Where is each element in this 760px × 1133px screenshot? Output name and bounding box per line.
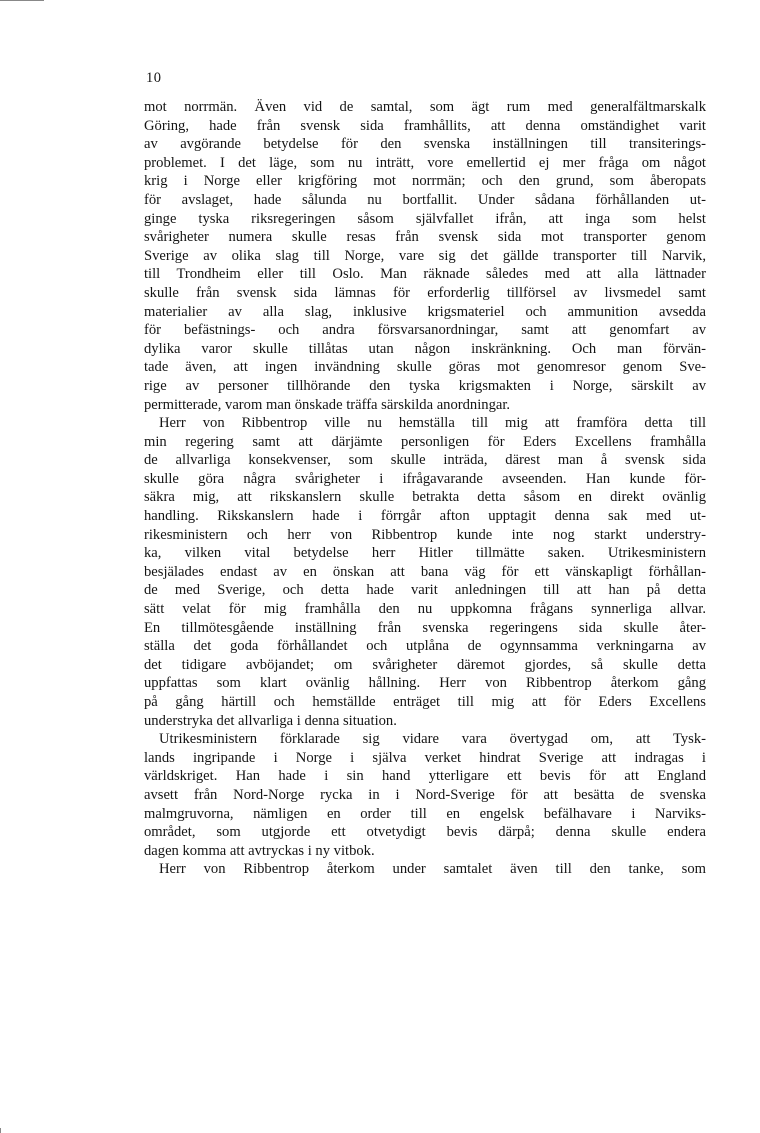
text-line: till Trondheim eller till Oslo. Man räknade således med att alla lättnader: [144, 266, 706, 283]
text-line: problemet. I det läge, som nu inträtt, vore emellertid ej mer fråga om något: [144, 154, 706, 171]
text-line: lands ingripande i Norge i själva verket hindrat Sverige att indragas i: [144, 749, 706, 766]
text-line: rikesministern och herr von Ribbentrop kunde inte nog starkt understry-: [144, 526, 706, 543]
text-line: En tillmötesgående inställning från svenska regeringens sida skulle åter-: [144, 619, 706, 636]
text-line: permitterade, varom man önskade träffa särskilda anordningar.: [144, 396, 511, 413]
text-line: ställa det goda förhållandet och utplåna de ogynnsamma verkningarna av: [144, 638, 706, 655]
text-line: svårigheter numera skulle resas från svensk sida mot transporter genom: [144, 229, 706, 246]
text-line: Herr von Ribbentrop återkom under samtalet även till den tanke, som: [159, 861, 706, 878]
text-line: uppfattas som klart ovänlig hållning. Herr von Ribbentrop återkom gång: [144, 675, 706, 692]
text-line: dylika varor skulle tillåtas utan någon inskränkning. Och man förvän-: [144, 340, 706, 357]
page-number: 10: [146, 70, 162, 86]
text-line: Utrikesministern förklarade sig vidare vara övertygad om, att Tysk-: [159, 731, 706, 748]
text-line: ka, vilken vital betydelse herr Hitler tillmätte saken. Utrikesministern: [144, 545, 706, 562]
text-line: de allvarliga konsekvenser, som skulle inträda, därest man å svensk sida: [144, 452, 706, 469]
text-line: besjälades endast av en önskan att bana väg för ett vänskapligt förhållan-: [144, 563, 706, 580]
text-line: det tidigare avböjandet; om svårigheter däremot gjordes, så skulle detta: [144, 656, 706, 673]
text-line: tade även, att ingen invändning skulle göras mot genomresor genom Sve-: [144, 359, 706, 376]
text-line: min regering samt att därjämte personligen för Eders Excellens framhålla: [144, 433, 706, 450]
text-line: säkra mig, att rikskanslern skulle betrakta detta såsom en direkt ovänlig: [144, 489, 706, 506]
text-line: understryka det allvarliga i denna situation.: [144, 712, 397, 729]
paragraph: [144, 414, 706, 730]
text-line: på gång härtill och hemställde enträget till mig att för Eders Excellens: [144, 694, 706, 710]
text-line: avsett från Nord-Norge rycka in i Nord-Sverige för att besätta de svenska: [144, 786, 706, 803]
scan-edge-mark: [0, 1128, 1, 1133]
text-line: mot norrmän. Även vid de samtal, som ägt rum med generalfältmarskalk: [144, 99, 706, 115]
text-line: rige av personer tillhörande den tyska krigsmakten i Norge, särskilt av: [144, 377, 706, 394]
text-line: skulle från svensk sida lämnas för erforderlig tillförsel av livsmedel samt: [144, 284, 706, 301]
paragraph: [144, 98, 706, 414]
text-line: världskriget. Han hade i sin hand ytterligare ett bevis för att England: [144, 768, 706, 785]
text-line: området, som utgjorde ett otvetydigt bevis därpå; denna skulle endera: [144, 824, 706, 841]
text-line: för befästnings- och andra försvarsanordningar, samt att genomfart av: [144, 322, 706, 339]
text-line: de med Sverige, och detta hade varit anledningen till att han på detta: [144, 582, 706, 599]
text-line: skulle göra några svårigheter i ifrågavarande avseenden. Han kunde för-: [144, 470, 706, 487]
body-text: [144, 98, 706, 879]
text-line: av avgörande betydelse för den svenska inställningen till transiterings-: [144, 136, 706, 153]
text-line: Göring, hade från svensk sida framhållits, att denna omständighet varit: [144, 117, 706, 134]
text-line: för avslaget, hade sålunda nu bortfallit. Under sådana förhållanden ut-: [144, 191, 706, 208]
text-line: handling. Rikskanslern hade i förrgår afton upptagit denna sak med ut-: [144, 508, 706, 525]
paragraph: [144, 730, 706, 860]
text-line: sätt velat för mig framhålla den nu uppkomna frågans synnerliga allvar.: [144, 601, 706, 618]
scan-edge-mark: [0, 0, 44, 1]
text-line: Sverige av olika slag till Norge, vare sig det gällde transporter till Narvik,: [144, 247, 706, 264]
text-line: materialier av alla slag, inklusive krigsmateriel och ammunition avsedda: [144, 303, 706, 320]
text-line: krig i Norge eller krigföring mot norrmän; och den grund, som åberopats: [144, 173, 706, 190]
text-line: Herr von Ribbentrop ville nu hemställa till mig att framföra detta till: [159, 415, 706, 432]
text-line: dagen komma att avtryckas i ny vitbok.: [144, 842, 375, 859]
text-line: ginge tyska riksregeringen såsom självfallet ifrån, att inga som helst: [144, 210, 706, 227]
text-line: malmgruvorna, nämligen en order till en engelsk befälhavare i Narviks-: [144, 805, 706, 822]
paragraph: [144, 860, 706, 879]
